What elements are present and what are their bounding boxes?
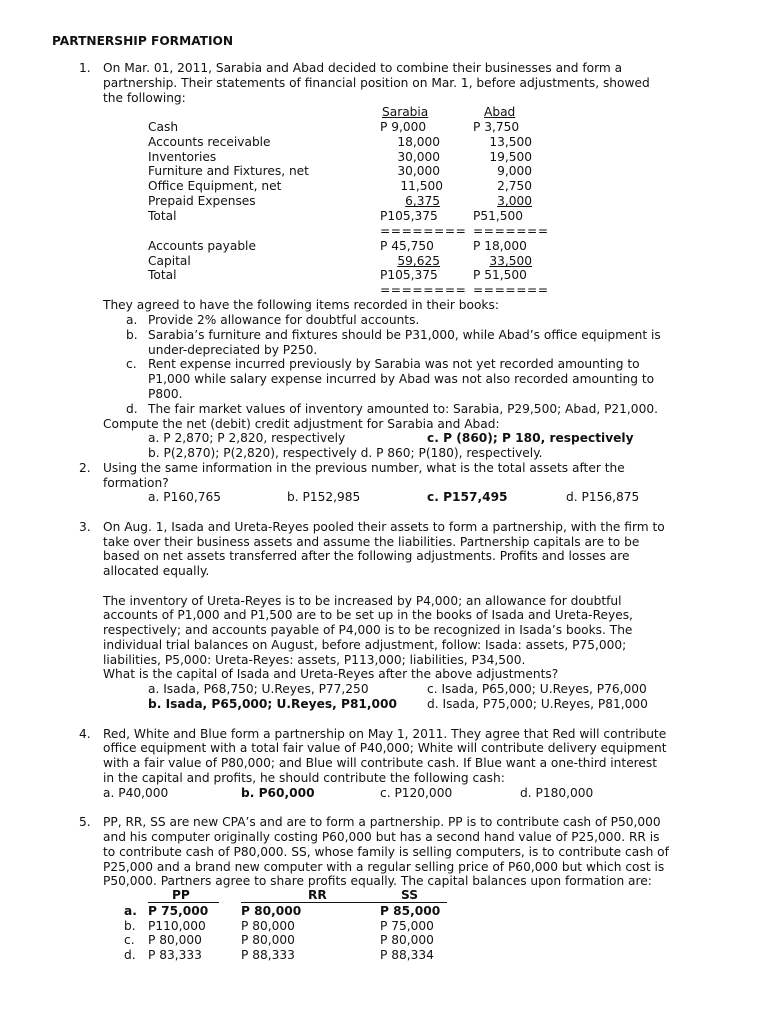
list-item: The fair market values of inventory amounted to: Sarabia, P29,500; Abad, P21,000.	[148, 402, 658, 416]
table-cell: 2,750	[497, 179, 532, 193]
q3-line: based on net assets transferred after the following adjustments. Profits and losses are	[103, 549, 630, 563]
q2-option-b: b. P152,985	[287, 490, 361, 504]
q1-agreed-text: They agreed to have the following items recorded in their books:	[103, 298, 499, 312]
q3-option-d: d. Isada, P75,000; U.Reyes, P81,000	[427, 697, 648, 711]
table-cell: P 45,750	[380, 239, 434, 253]
table-cell: P 88,334	[380, 948, 434, 962]
q4-line: in the capital and profits, he should contribute the following cash:	[103, 771, 505, 785]
table-row-label: Office Equipment, net	[148, 179, 282, 193]
q3-line: individual trial balances on August, before adjustment, follow: Isada: assets, P75,000;	[103, 638, 627, 652]
q3-line: allocated equally.	[103, 564, 210, 578]
option-letter: b.	[124, 919, 136, 933]
q4-line: with a fair value of P80,000; and Blue will contribute cash. If Blue want a one-third interest	[103, 756, 658, 770]
q2-option-d: d. P156,875	[566, 490, 640, 504]
table-cell: P 80,000	[241, 933, 295, 947]
q2-line: Using the same information in the previous number, what is the total assets after the	[103, 461, 625, 475]
q4-number: 4.	[79, 727, 91, 741]
table-cell: P 83,333	[148, 948, 202, 962]
q5-line: PP, RR, SS are new CPA’s and are to form a partnership. PP is to contribute cash of P50,000	[103, 815, 661, 829]
q3-line: respectively; and accounts payable of P4,000 is to be recognized in Isada’s books. The	[103, 623, 633, 637]
table-separator: ========	[380, 224, 467, 238]
table-cell: P 75,000	[380, 919, 434, 933]
table-cell: P 88,333	[241, 948, 295, 962]
q4-option-b: b. P60,000	[241, 786, 315, 800]
table-cell: P 75,000	[148, 904, 209, 918]
q5-number: 5.	[79, 815, 91, 829]
table-row-label: Prepaid Expenses	[148, 194, 256, 208]
q1-intro-line: On Mar. 01, 2011, Sarabia and Abad decided to combine their businesses and form a	[103, 61, 623, 75]
q3-number: 3.	[79, 520, 91, 534]
col-header-rr: RR	[308, 888, 327, 902]
q4-option-c: c. P120,000	[380, 786, 453, 800]
table-row-label: Capital	[148, 254, 191, 268]
q1-col-header-sarabia: Sarabia	[382, 105, 429, 119]
list-item: Rent expense incurred previously by Sarabia was not yet recorded amounting to	[148, 357, 640, 371]
q3-line: liabilities, P5,000: Ureta-Reyes: assets, P113,000; liabilities, P34,500.	[103, 653, 526, 667]
table-row-label: Accounts payable	[148, 239, 256, 253]
table-separator: =======	[473, 224, 549, 238]
table-cell: 59,625	[397, 254, 440, 268]
list-item: under-depreciated by P250.	[148, 343, 318, 357]
table-cell: 30,000	[397, 150, 440, 164]
col-header-ss: SS	[401, 888, 419, 902]
table-cell: P 18,000	[473, 239, 527, 253]
q3-option-c: c. Isada, P65,000; U.Reyes, P76,000	[427, 682, 647, 696]
table-cell: P110,000	[148, 919, 206, 933]
table-row-label: Furniture and Fixtures, net	[148, 164, 309, 178]
list-letter: d.	[126, 402, 138, 416]
q5-line: P50,000. Partners agree to share profits equally. The capital balances upon formation are:	[103, 874, 652, 888]
q3-line: What is the capital of Isada and Ureta-Reyes after the above adjustments?	[103, 667, 559, 681]
table-cell: P 9,000	[380, 120, 427, 134]
q1-question: Compute the net (debit) credit adjustment for Sarabia and Abad:	[103, 417, 500, 431]
table-row-label: Total	[148, 209, 177, 223]
col-header-pp: PP	[172, 888, 190, 902]
table-cell: P 80,000	[241, 904, 302, 918]
q3-line: take over their business assets and assume the liabilities. Partnership capitals are to be	[103, 535, 640, 549]
list-item: P800.	[148, 387, 183, 401]
q4-option-a: a. P40,000	[103, 786, 169, 800]
table-cell: 11,500	[400, 179, 443, 193]
table-cell: 13,500	[489, 135, 532, 149]
list-letter: a.	[126, 313, 138, 327]
q2-number: 2.	[79, 461, 91, 475]
q1-intro-line: the following:	[103, 91, 186, 105]
list-letter: b.	[126, 328, 138, 342]
table-cell: 33,500	[489, 254, 532, 268]
table-cell: 30,000	[397, 164, 440, 178]
q1-option-bd: b. P(2,870); P(2,820), respectively d. P 860; P(180), respectively.	[148, 446, 543, 460]
q4-line: Red, White and Blue form a partnership on May 1, 2011. They agree that Red will contribute	[103, 727, 667, 741]
option-letter: c.	[124, 933, 135, 947]
q3-line: On Aug. 1, Isada and Ureta-Reyes pooled their assets to form a partnership, with the firm to	[103, 520, 665, 534]
q5-line: to contribute cash of P80,000. SS, whose family is selling computers, is to contribute cash of	[103, 845, 669, 859]
table-cell: P105,375	[380, 209, 438, 223]
q5-line: and his computer originally costing P60,000 but has a second hand value of P25,000. RR is	[103, 830, 660, 844]
table-row-label: Total	[148, 268, 177, 282]
table-row-label: Inventories	[148, 150, 217, 164]
table-cell: P 51,500	[473, 268, 527, 282]
table-row-label: Accounts receivable	[148, 135, 271, 149]
q1-option-a: a. P 2,870; P 2,820, respectively	[148, 431, 346, 445]
table-cell: P 80,000	[380, 933, 434, 947]
q1-col-header-abad: Abad	[484, 105, 516, 119]
table-cell: P 3,750	[473, 120, 520, 134]
table-row-label: Cash	[148, 120, 179, 134]
q2-line: formation?	[103, 476, 169, 490]
table-separator: =======	[473, 283, 549, 297]
page-title: PARTNERSHIP FORMATION	[52, 34, 234, 48]
table-cell: 3,000	[497, 194, 532, 208]
table-cell: P105,375	[380, 268, 438, 282]
list-item: Sarabia’s furniture and fixtures should be P31,000, while Abad’s office equipment is	[148, 328, 661, 342]
table-cell: 18,000	[397, 135, 440, 149]
q4-line: office equipment with a total fair value of P40,000; White will contribute delivery equipment	[103, 741, 667, 755]
table-separator: ========	[380, 283, 467, 297]
table-cell: P 80,000	[241, 919, 295, 933]
list-item: P1,000 while salary expense incurred by Abad was not also recorded amounting to	[148, 372, 655, 386]
table-cell: P51,500	[473, 209, 523, 223]
option-letter: d.	[124, 948, 136, 962]
q2-option-a: a. P160,765	[148, 490, 221, 504]
q5-line: P25,000 and a brand new computer with a regular selling price of P60,000 but which cost is	[103, 860, 665, 874]
q1-number: 1.	[79, 61, 91, 75]
option-letter: a.	[124, 904, 137, 918]
q3-option-a: a. Isada, P68,750; U.Reyes, P77,250	[148, 682, 369, 696]
list-item: Provide 2% allowance for doubtful accounts.	[148, 313, 420, 327]
q4-option-d: d. P180,000	[520, 786, 594, 800]
table-cell: 6,375	[405, 194, 440, 208]
q1-option-c: c. P (860); P 180, respectively	[427, 431, 634, 445]
list-letter: c.	[126, 357, 137, 371]
q3-line: accounts of P1,000 and P1,500 are to be set up in the books of Isada and Ureta-Reyes,	[103, 608, 633, 622]
q3-line: The inventory of Ureta-Reyes is to be increased by P4,000; an allowance for doubtful	[103, 594, 622, 608]
table-cell: 19,500	[489, 150, 532, 164]
q3-option-b: b. Isada, P65,000; U.Reyes, P81,000	[148, 697, 397, 711]
table-cell: P 85,000	[380, 904, 441, 918]
table-cell: 9,000	[497, 164, 532, 178]
q2-option-c: c. P157,495	[427, 490, 508, 504]
q1-intro-line: partnership. Their statements of financial position on Mar. 1, before adjustments, showed	[103, 76, 650, 90]
table-cell: P 80,000	[148, 933, 202, 947]
